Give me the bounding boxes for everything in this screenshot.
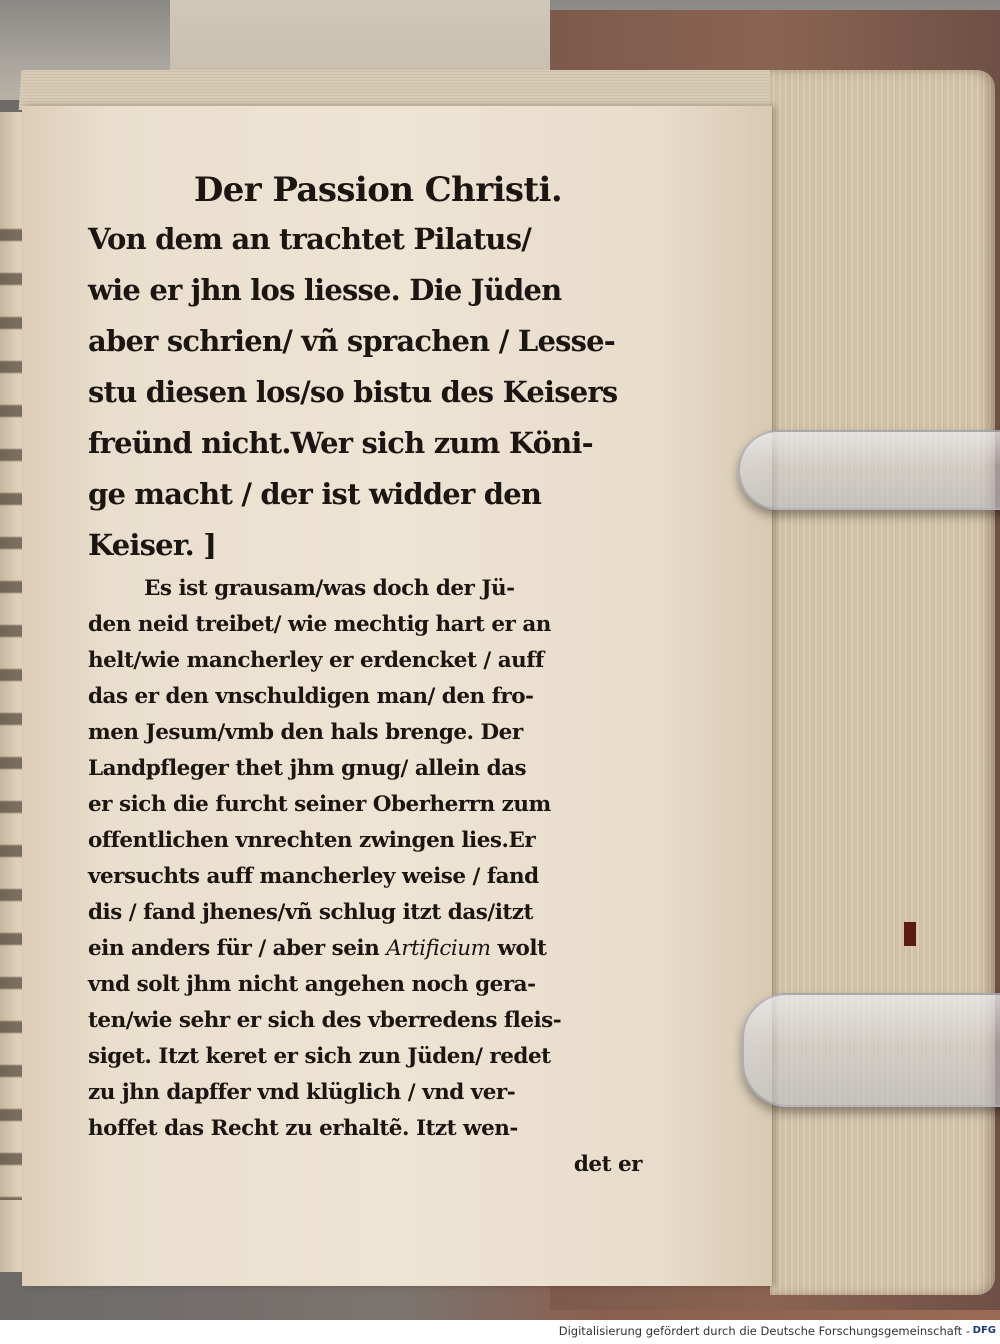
printed-page (22, 106, 772, 1286)
glass-clamp-upper (738, 430, 1000, 510)
text-line: zu jhn dapffer vnd klüglich / vnd ver- (88, 1080, 516, 1105)
text-line: wie er jhn los liesse. Die Jüden (88, 273, 562, 307)
text-line: er sich die furcht seiner Oberherrn zum (88, 792, 551, 817)
text-segment: ein anders für / aber sein (88, 936, 387, 961)
page-text-block (88, 166, 648, 1183)
page-block-edge (770, 70, 995, 1295)
text-line: aber schrien/ vñ sprachen / Lesse- (88, 324, 616, 358)
text-line: hoffet das Recht zu erhaltẽ. Itzt wen- (88, 1116, 518, 1141)
text-line: helt/wie mancherley er erdencket / auff (88, 648, 544, 673)
text-line: Von dem an trachtet Pilatus/ (88, 222, 532, 256)
catchword: det er (573, 1152, 642, 1177)
text-line: offentlichen vnrechten zwingen lies.Er (88, 828, 536, 853)
text-line: das er den vnschuldigen man/ den fro- (88, 684, 534, 709)
text-line: Es ist grausam/was doch der Jü- (144, 576, 515, 601)
text-line: siget. Itzt keret er sich zun Jüden/ redet (88, 1044, 551, 1069)
text-line: ten/wie sehr er sich des vberredens fleis- (88, 1008, 562, 1033)
text-line: ge macht / der ist widder den (88, 477, 542, 511)
dfg-logo: DFG (972, 1325, 996, 1336)
text-line (88, 931, 648, 967)
text-line: den neid treibet/ wie mechtig hart er an (88, 612, 551, 637)
text-line: stu diesen los/so bistu des Keisers (88, 375, 618, 409)
text-line: freünd nicht.Wer sich zum Köni- (88, 426, 593, 460)
text-line: dis / fand jhenes/vñ schlug itzt das/itzt (88, 900, 533, 925)
text-line: Landpfleger thet jhm gnug/ allein das (88, 756, 527, 781)
text-line: vnd solt jhm nicht angehen noch gera- (88, 972, 536, 997)
left-facing-page-text (0, 200, 24, 1200)
running-title: Der Passion Christi. (193, 170, 563, 210)
bookmark-ribbon (904, 922, 916, 946)
italic-word: Artificium (386, 936, 491, 961)
spine-top (170, 0, 550, 78)
funding-credit: Digitalisierung gefördert durch die Deutsche Forschungsgemeinschaft - (558, 1324, 970, 1338)
text-line: versuchts auff mancherley weise / fand (88, 864, 539, 889)
text-segment: wolt (490, 936, 547, 961)
footer-bar (0, 1320, 1000, 1344)
glass-clamp-lower (742, 993, 1000, 1107)
text-line: Keiser. ] (88, 528, 217, 562)
text-line: men Jesum/vmb den hals brenge. Der (88, 720, 523, 745)
